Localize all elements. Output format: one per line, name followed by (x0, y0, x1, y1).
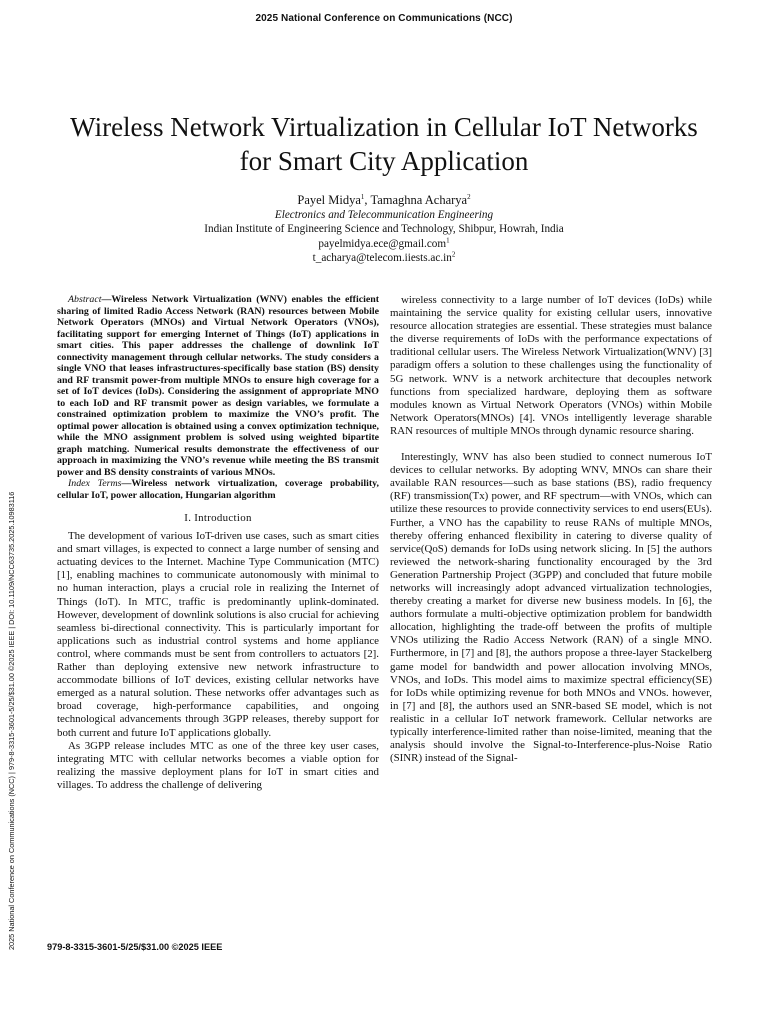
author-name: Payel Midya (297, 193, 361, 207)
email-line (100, 237, 668, 251)
abstract-label: Abstract (68, 294, 102, 305)
body-paragraph: As 3GPP release includes MTC as one of the three key user cases, integrating MTC with cellular networks becomes a viable option for realizing the massive deployment plans for IoT in smart cities and villages. To address the challenge of delivering (57, 739, 379, 791)
author-name: Tamaghna Acharya (370, 193, 468, 207)
left-column (57, 294, 379, 792)
affiliation-mark: 2 (467, 192, 471, 201)
email-line (100, 251, 668, 265)
author-block (100, 192, 668, 265)
copyright-footer: 979-8-3315-3601-5/25/$31.00 ©2025 IEEE (47, 942, 223, 952)
abstract-text: —Wireless Network Virtualization (WNV) enables the efficient sharing of limited Radio Access Network (RAN) resources between Mobile Network Operators (MNOs) and Virtual Network Operators (VNOs), facilitating support for emerging Internet of Things (IoT) applications in smart cities. This paper addresses the challenge of downlink IoT connectivity management through cellular networks. The study considers a single VNO that leases infrastructures-specifically base station (BS) density and RF transmit power-from multiple MNOs to ensure high coverage for a set of IoT devices (IoDs). Considering the assignment of appropriate MNO to each IoD and RF transmit power as design variables, we formulate a constrained optimization problem to maximize the VNO’s profit. The optimal power allocation is obtained using a convex optimization technique, while the MNO assignment problem is solved using weighted bipartite graph matching. Numerical results demonstrate the effectiveness of our approach in maximizing the VNO’s revenue while meeting the BS transmit power and BS density constraints of various MNOs. (57, 294, 379, 478)
institution: Indian Institute of Engineering Science and Technology, Shibpur, Howrah, India (204, 223, 564, 236)
email-address: t_acharya@telecom.iiests.ac.in (312, 251, 452, 264)
doi-side-note: 2025 National Conference on Communications (NCC) | 979-8-3315-3601-5/25/$31.00 ©2025 IEEE | DOI: 10.1109/NCC63735.2025.10983116 (7, 491, 16, 950)
department: Electronics and Telecommunication Engineering (274, 209, 494, 221)
email-address: payelmidya.ece@gmail.com (318, 237, 447, 250)
index-terms-text: —Wireless network virtualization, coverage probability, cellular IoT, power allocation, Hungarian algorithm (57, 478, 380, 501)
abstract (57, 294, 379, 478)
conference-header: 2025 National Conference on Communications (NCC) (255, 13, 513, 24)
index-terms-label: Index Terms (68, 478, 122, 489)
affiliation-mark: 1 (360, 192, 365, 201)
body-paragraph: wireless connectivity to a large number of IoT devices (IoDs) while maintaining the service quality for existing cellular users, innovative resource allocation strategies are essential. These strategies must balance the diverse requirements of IoDs with the performance expectations of traditional cellular users. The Wireless Network Virtualization(WNV) [3] paradigm offers a solution to these challenges using the functionality of 5G network. WNV is a network architecture that decouples network functions from specialized hardware, deploying them as software modules known as Virtual Network Operators (VNOs) within Mobile Network Operators(MNOs) [4]. VNOs intelligently leverage sharable RAN resources of multiple MNOs through dynamic resource sharing. (390, 294, 712, 437)
index-terms (57, 478, 379, 501)
body-paragraph: The development of various IoT-driven use cases, such as smart cities and smart villages, is expected to connect a large number of sensing and actuating devices to the Internet. Machine Type Communication (MTC) [1], enabling machines to communicate autonomously with minimal to no human interaction, plays a crucial role in realizing the Internet of Things (IoT). In MTC, traffic is predominantly uplink-dominated. However, development of downlink solutions is also crucial for achieving seamless bi-directional connectivity. This is particularly important for applications such as industrial control systems and home appliance control, where commands must be sent from controllers to actuators [2]. Rather than deploying extensive new network infrastructure to accommodate billions of IoT devices, existing cellular networks have emerged as a natural solution. These networks offer advantages such as broad coverage, high-performance capabilities, and ongoing technological advancements through 3GPP releases, thereby support for both current and future IoT applications globally. (57, 530, 379, 739)
affiliation-mark: 1 (446, 235, 450, 244)
body-paragraph: Interestingly, WNV has also been studied to connect numerous IoT devices to cellular networks. By adopting WNV, MNOs can share their available RAN resources—such as base stations (BS), radio frequency (RF) transmission(Tx) power, and RF spectrum—with VNOs, which can utilize these resources to provide connectivity services to end users(EUs). Further, a VNO has the capability to reuse RANs of multiple MNOs, thereby offering enhanced flexibility in catering to diverse quality of service(QoS) demands for IoDs using network slicing. In [5] the authors reviewed the network-sharing functionality encouraged by the 3rd Generation Partnership Project (3GPP) and concluded that future mobile networks will increasingly adopt advanced virtualization technologies, thereby creating a market for diverse new business models. In [6], the authors formulate a multi-objective optimization problem for bandwidth allocation, highlighting the trade-off between the profits of multiple VNOs utilizing the Radio Access Network (RAN) of a single MNO. Furthermore, in [7] and [8], the authors propose a three-layer Stackelberg game model for bandwidth and power allocation involving MNOs, VNOs, and IoDs. This model aims to maximize spectral efficiency(SE) for IoDs while optimizing revenue for both MNOs and VNOs. however, in [7] and [8], the authors used an SNR-based SE model, which is not realistic in a cellular IoT network framework. Cellular networks are typically interference-limited rather than noise-limited, meaning that the analysis should involve the Signal-to-Interference-plus-Noise Ratio (SINR) instead of the Signal- (390, 451, 712, 765)
right-column (390, 294, 712, 765)
author-list (100, 192, 668, 208)
affiliation-mark: 2 (451, 250, 456, 259)
paper-title: Wireless Network Virtualization in Cellular IoT Networks for Smart City Application (70, 112, 698, 176)
author-separator: , (364, 193, 371, 207)
section-heading: I. Introduction (184, 512, 252, 524)
